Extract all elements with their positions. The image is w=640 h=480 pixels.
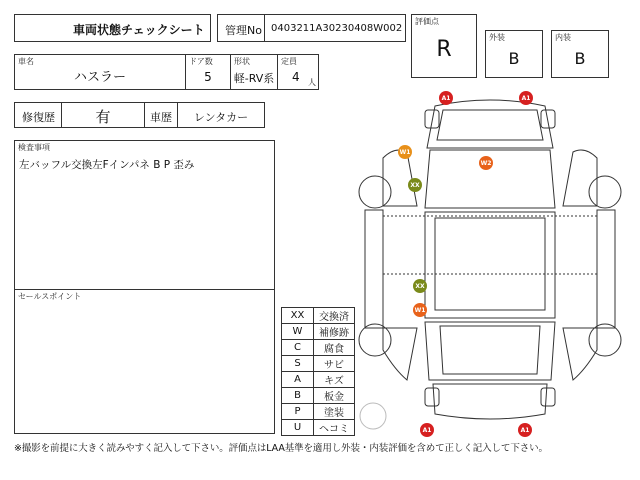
marker-label: A1 [520, 427, 530, 434]
inspection-label: 検査事項 [18, 143, 50, 152]
legend-code: XX [282, 308, 314, 324]
legend-meaning: 交換済 [314, 308, 355, 324]
damage-marker-w1 [413, 303, 427, 317]
exterior-box [485, 30, 543, 78]
marker-label: W1 [399, 149, 411, 156]
marker-label: A1 [422, 427, 432, 434]
marker-label: XX [410, 182, 420, 189]
use-value-cell [177, 102, 265, 128]
legend-row [282, 388, 355, 404]
repair-label: 修復歴 [22, 111, 55, 124]
capacity-label: 定員 [281, 57, 297, 66]
footer-note: ※撮影を前提に大きく読みやすく記入して下さい。評価点はLAA基準を適用し外装・内装評価を含めて正しく記入して下さい。 [14, 443, 548, 454]
shape-label: 形状 [234, 57, 250, 66]
shape-value: 軽-RV系 [233, 72, 275, 85]
legend-row [282, 372, 355, 388]
score-label: 評価点 [415, 17, 439, 26]
exterior-value: B [508, 49, 520, 68]
legend-meaning: サビ [314, 356, 355, 372]
damage-marker-w1 [398, 145, 412, 159]
damage-marker-xx [413, 279, 427, 293]
use-value: レンタカー [193, 111, 249, 124]
capacity-unit: 人 [308, 78, 316, 87]
marker-label: A1 [441, 95, 451, 102]
car-name-label: 車名 [18, 57, 34, 66]
legend-row [282, 404, 355, 420]
sales-box [14, 289, 275, 434]
damage-legend-table [281, 307, 355, 436]
marker-label: W2 [480, 160, 492, 167]
mgmt-no-cell [264, 14, 406, 42]
legend-code: P [282, 404, 314, 420]
sheet-title: 車両状態チェックシート [73, 23, 205, 37]
legend-meaning: 腐食 [314, 340, 355, 356]
legend-meaning: ヘコミ [314, 420, 355, 436]
legend-code: U [282, 420, 314, 436]
use-label-cell [144, 102, 178, 128]
repair-label-cell [14, 102, 62, 128]
capacity-value: 4 [292, 70, 300, 84]
damage-marker-a1 [420, 423, 434, 437]
damage-marker-a1 [518, 423, 532, 437]
legend-row [282, 324, 355, 340]
doors-value: 5 [204, 70, 212, 84]
legend-meaning: 補修跡 [314, 324, 355, 340]
car-name-value: ハスラー [73, 70, 126, 85]
marker-label: XX [415, 283, 425, 290]
inspection-box [14, 140, 275, 290]
legend-meaning: 板金 [314, 388, 355, 404]
mgmt-no-label: 管理No [225, 24, 262, 37]
mgmt-no-label-cell [217, 14, 265, 42]
interior-label: 内装 [555, 33, 571, 42]
repair-value-cell [61, 102, 145, 128]
repair-value: 有 [95, 108, 111, 126]
legend-row [282, 356, 355, 372]
legend-code: C [282, 340, 314, 356]
damage-marker-w2 [479, 156, 493, 170]
doors-label: ドア数 [189, 57, 213, 66]
use-label: 車歴 [150, 111, 172, 124]
score-value: R [436, 37, 452, 62]
damage-markers [398, 91, 533, 437]
doors-cell [185, 54, 231, 90]
legend-meaning: キズ [314, 372, 355, 388]
legend-row [282, 308, 355, 324]
legend-code: B [282, 388, 314, 404]
sales-label: セールスポイント [18, 292, 82, 301]
capacity-cell [277, 54, 319, 90]
shape-cell [230, 54, 278, 90]
mgmt-no-value: 0403211A30230408W002 [271, 23, 403, 34]
interior-value: B [574, 49, 586, 68]
damage-marker-xx [408, 178, 422, 192]
damage-marker-a1 [519, 91, 533, 105]
legend-code: S [282, 356, 314, 372]
interior-box [551, 30, 609, 78]
car-name-cell [14, 54, 186, 90]
inspection-text: 左バッフル交換左Fインパネ B P 歪み [19, 159, 195, 171]
title-box [14, 14, 211, 42]
legend-code: W [282, 324, 314, 340]
legend-row [282, 340, 355, 356]
damage-marker-a1 [439, 91, 453, 105]
score-box [411, 14, 477, 78]
car-damage-diagram [355, 88, 625, 438]
exterior-label: 外装 [489, 33, 505, 42]
legend-row [282, 420, 355, 436]
marker-label: W1 [414, 307, 426, 314]
legend-code: A [282, 372, 314, 388]
marker-label: A1 [521, 95, 531, 102]
legend-meaning: 塗装 [314, 404, 355, 420]
